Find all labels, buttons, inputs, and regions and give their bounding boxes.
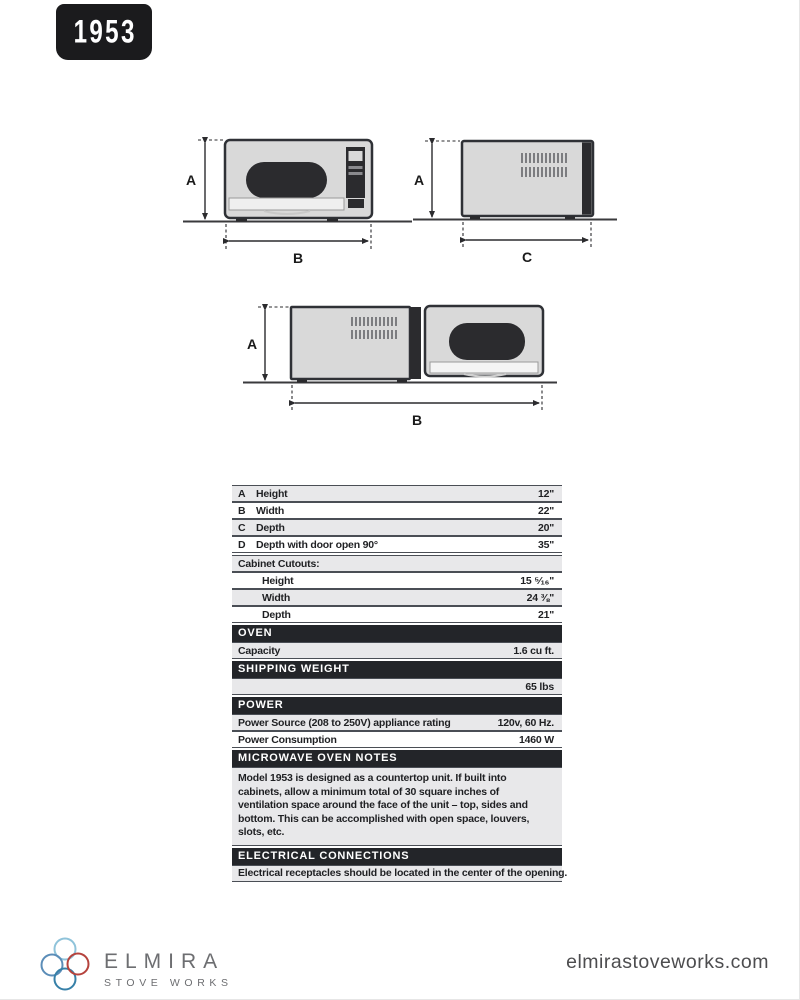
logo-petal-left bbox=[42, 955, 63, 976]
logo-name: ELMIRA bbox=[104, 950, 225, 973]
section-header-oven: OVEN bbox=[232, 625, 562, 642]
cutout-row-height bbox=[232, 572, 562, 589]
electrical-connections-row bbox=[232, 865, 568, 882]
side-view-diagram bbox=[410, 120, 620, 270]
display-screen bbox=[349, 151, 363, 161]
dimension-label-a: A bbox=[186, 172, 197, 188]
spec-row-width bbox=[232, 502, 562, 519]
model-number: 1953 bbox=[73, 13, 137, 50]
dim-letter: B bbox=[238, 504, 246, 517]
section-header-power: POWER bbox=[232, 697, 562, 714]
row-label: Power Source (208 to 250V) appliance rating bbox=[238, 716, 451, 729]
logo-subtitle: STOVE WORKS bbox=[104, 977, 233, 989]
section-header-electrical-connections: ELECTRICAL CONNECTIONS bbox=[232, 848, 562, 865]
cutout-row-depth bbox=[232, 606, 562, 623]
cutout-row-width bbox=[232, 589, 562, 606]
dimension-label-a: A bbox=[247, 336, 258, 352]
dim-label: Depth with door open 90° bbox=[256, 538, 378, 551]
cutout-label: Height bbox=[262, 574, 294, 587]
front-view-diagram bbox=[180, 120, 415, 270]
door-window bbox=[449, 323, 525, 360]
dim-label: Height bbox=[256, 487, 288, 500]
dim-label: Width bbox=[256, 504, 285, 517]
dimension-label-b: B bbox=[411, 412, 423, 428]
door-bottom-strip bbox=[229, 198, 344, 210]
dim-letter: A bbox=[238, 487, 246, 500]
cutout-value: 15 ⁵⁄₁₆" bbox=[520, 574, 554, 587]
microwave-side-body bbox=[462, 141, 593, 216]
door-edge-strip bbox=[582, 143, 592, 215]
model-badge bbox=[56, 4, 152, 60]
logo-flower-icon bbox=[38, 933, 100, 995]
dim-label: Depth bbox=[256, 521, 285, 534]
hinge-edge-strip bbox=[410, 307, 421, 379]
door-bottom-strip bbox=[430, 362, 538, 373]
door-window bbox=[246, 162, 327, 198]
section-title: Cabinet Cutouts: bbox=[238, 557, 320, 570]
logo-petal-right bbox=[68, 954, 89, 975]
foot bbox=[397, 380, 407, 383]
spec-row-height bbox=[232, 485, 562, 502]
cutout-value: 24 ⅜" bbox=[526, 591, 554, 604]
shipping-weight-row bbox=[232, 678, 562, 695]
oven-capacity-row bbox=[232, 642, 562, 659]
logo-wordmark bbox=[104, 950, 233, 989]
microwave-oven-notes-text: Model 1953 is designed as a countertop unit. If built into cabinets, allow a minimum total of 30 square inches of ventilation space around the face of the unit – top, sides and bottom. This can be accomplished with open space, louvers, slots, etc. bbox=[232, 767, 562, 846]
power-consumption-row bbox=[232, 731, 562, 748]
cutout-value: 21" bbox=[537, 608, 554, 621]
row-value: 1.6 cu ft. bbox=[513, 644, 554, 657]
cutout-label: Width bbox=[262, 591, 291, 604]
dim-value: 12" bbox=[537, 487, 554, 500]
section-header-shipping-weight: SHIPPING WEIGHT bbox=[232, 661, 562, 678]
foot bbox=[327, 219, 338, 222]
spec-row-depth-door-open bbox=[232, 536, 562, 553]
foot bbox=[565, 216, 575, 219]
dim-value: 22" bbox=[537, 504, 554, 517]
foot bbox=[297, 380, 307, 383]
panel-bottom bbox=[348, 199, 364, 208]
foot bbox=[470, 216, 480, 219]
cutout-label: Depth bbox=[262, 608, 291, 621]
spec-table bbox=[232, 485, 568, 882]
door-open-view-diagram bbox=[240, 293, 560, 433]
control-button bbox=[349, 172, 363, 175]
dimension-label-a: A bbox=[414, 172, 425, 188]
dimension-label-c: C bbox=[521, 249, 533, 265]
spec-row-depth bbox=[232, 519, 562, 536]
dim-letter: C bbox=[238, 521, 246, 534]
row-value: 1460 W bbox=[519, 733, 554, 746]
row-label: Electrical receptacles should be located in the center of the opening. bbox=[238, 867, 568, 879]
row-label: Capacity bbox=[238, 644, 281, 657]
foot bbox=[236, 219, 247, 222]
dim-value: 35" bbox=[537, 538, 554, 551]
website-url: elmirastoveworks.com bbox=[566, 951, 769, 973]
dim-letter: D bbox=[238, 538, 246, 551]
cabinet-cutouts-title-row bbox=[232, 555, 562, 572]
dim-value: 20" bbox=[537, 521, 554, 534]
row-label: Power Consumption bbox=[238, 733, 337, 746]
row-value: 65 lbs bbox=[525, 680, 554, 693]
section-header-microwave-oven-notes: MICROWAVE OVEN NOTES bbox=[232, 750, 562, 767]
power-source-row bbox=[232, 714, 562, 731]
dimension-label-b: B bbox=[292, 250, 304, 266]
row-value: 120v, 60 Hz. bbox=[497, 716, 554, 729]
control-button bbox=[349, 166, 363, 169]
